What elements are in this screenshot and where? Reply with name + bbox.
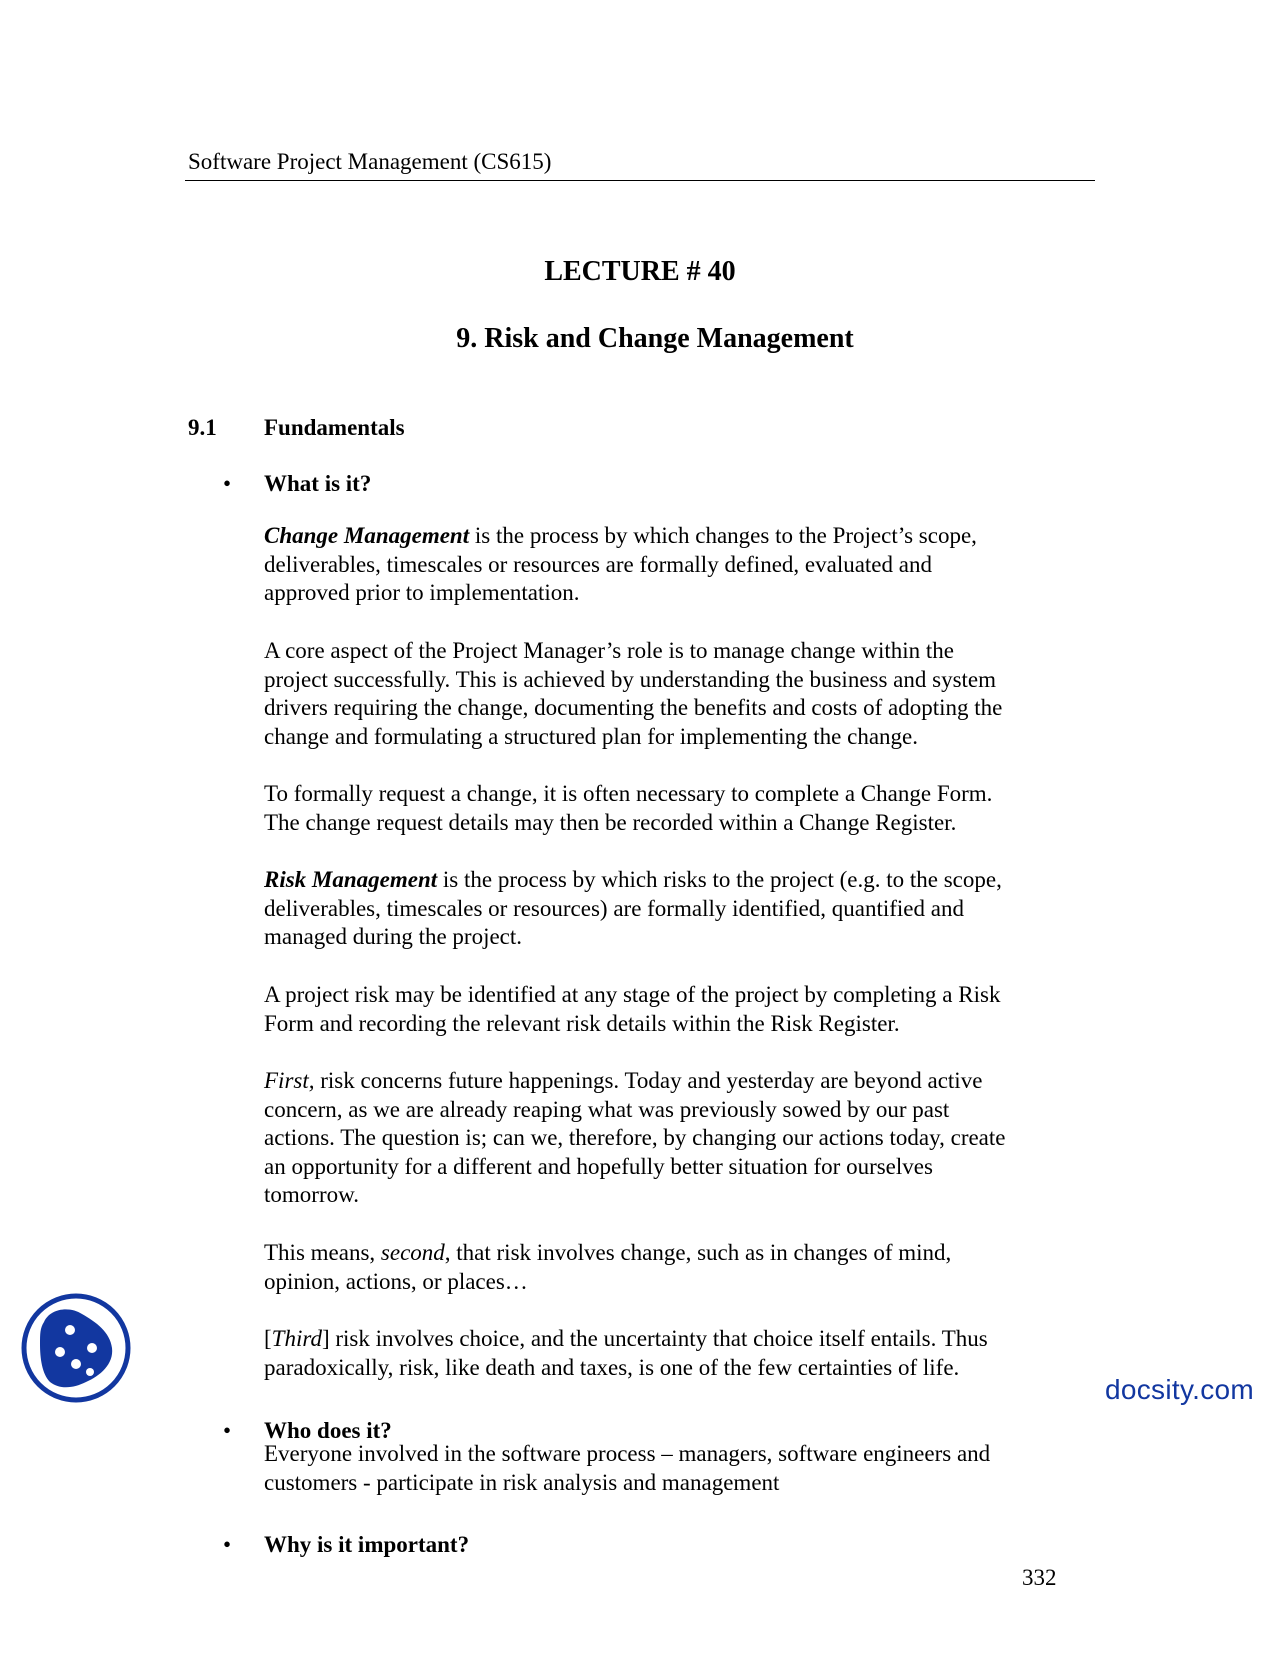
text-fragment: This means, xyxy=(264,1240,381,1265)
text-line: opinion, actions, or places… xyxy=(264,1268,528,1294)
page-number: 332 xyxy=(1022,1565,1057,1590)
bullet-label-who: Who does it? xyxy=(264,1418,392,1443)
text-fragment: ] xyxy=(321,1326,330,1351)
paragraph-change-request xyxy=(264,780,1084,837)
text-line: risk involves choice, and the uncertainty that choice itself entails. Thus xyxy=(329,1326,988,1351)
text-line: is the process by which changes to the Project’s scope, xyxy=(469,523,977,548)
text-line: Everyone involved in the software process – managers, software engineers and xyxy=(264,1441,991,1466)
text-line: customers - participate in risk analysis and management xyxy=(264,1469,780,1495)
paragraph-core-aspect xyxy=(264,637,1084,751)
term-first: First, xyxy=(264,1068,315,1093)
bullet-glyph: • xyxy=(223,471,232,496)
text-line: approved prior to implementation. xyxy=(264,580,580,606)
text-fragment: [ xyxy=(264,1326,272,1351)
text-line: an opportunity for a different and hopefully better situation for ourselves xyxy=(264,1153,933,1179)
running-header: Software Project Management (CS615) xyxy=(188,149,552,174)
lecture-title: LECTURE # 40 xyxy=(544,256,736,287)
paragraph-who xyxy=(264,1440,1084,1497)
text-line: change and formulating a structured plan for implementing the change. xyxy=(264,723,918,749)
text-line: To formally request a change, it is often necessary to complete a Change Form. xyxy=(264,781,993,806)
paragraph-project-risk xyxy=(264,981,1084,1038)
bullet-label-why: Why is it important? xyxy=(264,1532,470,1557)
term-second: second xyxy=(380,1240,445,1265)
text-line: concern, as we are already reaping what was previously sowed by our past xyxy=(264,1096,950,1122)
paragraph-third xyxy=(264,1325,1084,1382)
text-line: deliverables, timescales or resources are formally defined, evaluated and xyxy=(264,551,932,577)
text-line: Form and recording the relevant risk details within the Risk Register. xyxy=(264,1010,900,1036)
text-line: drivers requiring the change, documenting the benefits and costs of adopting the xyxy=(264,695,1003,721)
docsity-watermark-text: docsity.com xyxy=(1105,1374,1255,1405)
section-title: Fundamentals xyxy=(264,415,405,440)
text-line: tomorrow. xyxy=(264,1182,359,1208)
text-line: paradoxically, risk, like death and taxes, is one of the few certainties of life. xyxy=(264,1354,960,1380)
paragraph-second xyxy=(264,1239,1084,1296)
bullet-glyph: • xyxy=(223,1418,232,1443)
text-line: A project risk may be identified at any stage of the project by completing a Risk xyxy=(264,982,1001,1007)
header-rule xyxy=(185,180,1095,181)
bullet-glyph: • xyxy=(223,1532,232,1557)
term-change-management: Change Management xyxy=(264,523,470,548)
term-third: Third xyxy=(271,1326,322,1351)
text-line: A core aspect of the Project Manager’s role is to manage change within the xyxy=(264,638,954,663)
docsity-logo-icon xyxy=(20,1292,132,1404)
text-line: risk concerns future happenings. Today and yesterday are beyond active xyxy=(314,1068,983,1093)
text-line: The change request details may then be recorded within a Change Register. xyxy=(264,809,957,835)
term-risk-management: Risk Management xyxy=(264,867,438,892)
text-line: deliverables, timescales or resources) are formally identified, quantified and xyxy=(264,895,964,921)
text-fragment: , that risk involves change, such as in changes of mind, xyxy=(444,1240,952,1265)
section-number: 9.1 xyxy=(188,415,217,440)
paragraph-change-management xyxy=(264,522,1084,608)
text-line: actions. The question is; can we, therefore, by changing our actions today, create xyxy=(264,1125,1006,1151)
text-line: managed during the project. xyxy=(264,924,523,950)
paragraph-first xyxy=(264,1067,1084,1210)
chapter-title: 9. Risk and Change Management xyxy=(456,323,854,354)
bullet-label-what: What is it? xyxy=(264,471,372,496)
docsity-logo-icon-svg xyxy=(20,1292,132,1404)
paragraph-risk-management xyxy=(264,866,1084,952)
text-line: project successfully. This is achieved by understanding the business and system xyxy=(264,666,997,692)
text-line: is the process by which risks to the project (e.g. to the scope, xyxy=(437,867,1002,892)
